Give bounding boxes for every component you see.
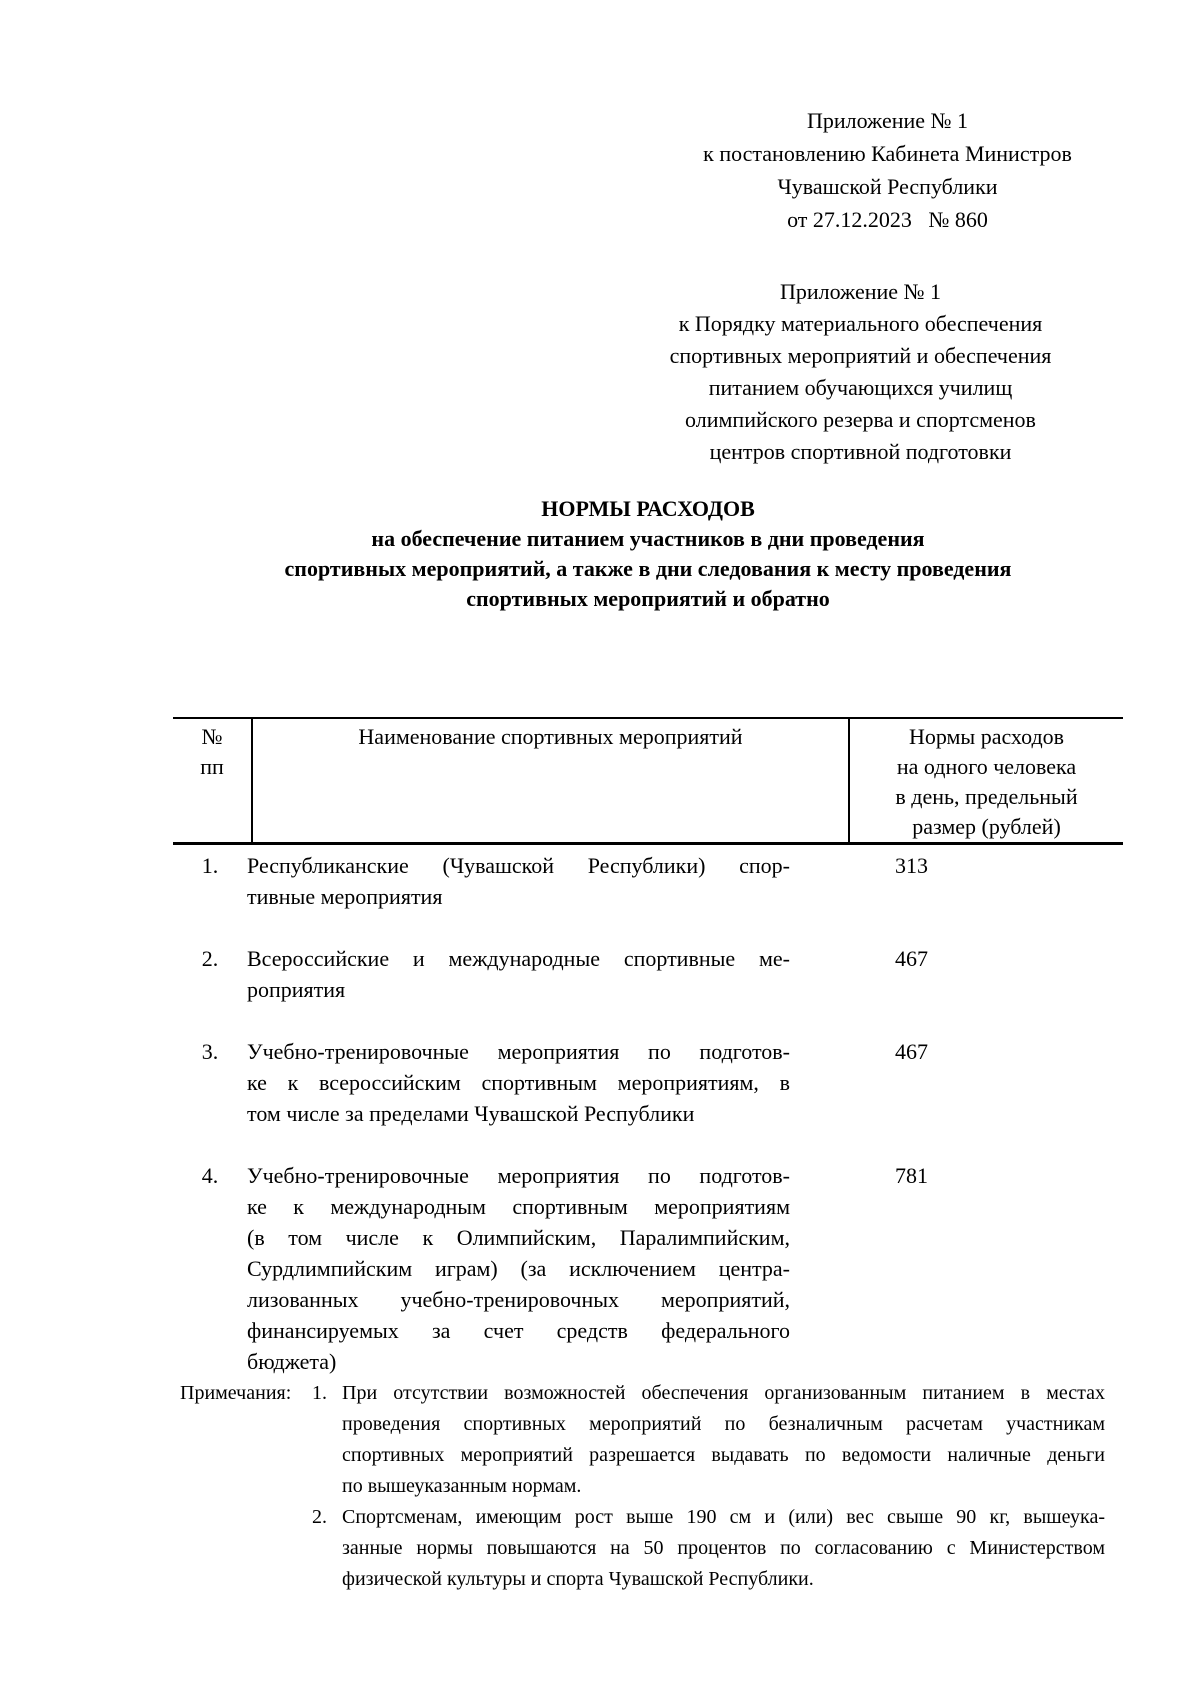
row-text-line: лизованных учебно-тренировочных мероприятий,	[247, 1287, 790, 1312]
row-text-line: тивные мероприятия	[247, 884, 443, 909]
document-title	[173, 494, 1123, 614]
table-row	[173, 850, 1123, 912]
row-text-line: бюджета)	[247, 1349, 337, 1374]
row-text-line: Учебно-тренировочные мероприятия по подготов-	[247, 1039, 790, 1064]
row-event-name	[247, 1036, 790, 1129]
title-line: спортивных мероприятий и обратно	[466, 586, 830, 611]
table-row	[173, 1036, 1123, 1129]
row-norm-value: 313	[895, 853, 928, 878]
row-text-line: том числе за пределами Чувашской Республики	[247, 1101, 695, 1126]
row-text-line: Всероссийские и международные спортивные ме-	[247, 946, 790, 971]
title-line: спортивных мероприятий, а также в дни следования к месту проведения	[284, 556, 1012, 581]
note-text-line: по вышеуказанным нормам.	[342, 1475, 582, 1497]
column-header-line: №	[201, 724, 223, 749]
table-header-row	[173, 717, 1123, 845]
table-row	[173, 1160, 1123, 1377]
column-header-line: на одного человека	[896, 754, 1077, 779]
row-text-line: Учебно-тренировочные мероприятия по подготов-	[247, 1163, 790, 1188]
appendix-ref-line: Чувашской Республики	[777, 174, 998, 199]
note-text	[342, 1378, 1105, 1502]
row-norm-value: 467	[895, 1039, 928, 1064]
appendix-ref-line: питанием обучающихся училищ	[708, 375, 1013, 400]
row-text-line: финансируемых за счет средств федерального	[247, 1318, 790, 1343]
title-line: НОРМЫ РАСХОДОВ	[541, 496, 755, 521]
note-item	[312, 1502, 1105, 1595]
appendix-ref-line: центров спортивной подготовки	[709, 439, 1012, 464]
table-body	[173, 845, 1123, 1377]
note-item	[312, 1378, 1105, 1502]
column-header-name	[253, 719, 850, 842]
row-number: 3.	[201, 1039, 219, 1064]
row-norm-value: 467	[895, 946, 928, 971]
appendix-ref-line: спортивных мероприятий и обеспечения	[669, 343, 1052, 368]
appendix-ref-line: к Порядку материального обеспечения	[678, 311, 1043, 336]
note-text-line: Спортсменам, имеющим рост выше 190 см и (или) вес свыше 90 кг, вышеука-	[342, 1506, 1105, 1528]
norms-table	[173, 717, 1123, 1408]
column-header-line: размер (рублей)	[912, 814, 1061, 839]
row-text-line: Республиканские (Чувашской Республики) спор-	[247, 853, 790, 878]
column-header-norm	[850, 719, 1123, 842]
appendix-ref-line: олимпийского резерва и спортсменов	[685, 407, 1036, 432]
appendix-ref-line: Приложение № 1	[806, 108, 969, 133]
row-number: 2.	[201, 946, 219, 971]
row-text-line: (в том числе к Олимпийским, Паралимпийским,	[247, 1225, 790, 1250]
column-header-line: в день, предельный	[895, 784, 1078, 809]
note-number: 1.	[312, 1382, 327, 1404]
notes-label: Примечания:	[180, 1382, 292, 1404]
note-text-line: спортивных мероприятий разрешается выдавать по ведомости наличные деньги	[342, 1444, 1105, 1466]
appendix-ref-line: от 27.12.2023 № 860	[787, 207, 988, 232]
row-text-line: ке к всероссийским спортивным мероприятиям, в	[247, 1070, 790, 1095]
notes-items	[312, 1378, 1105, 1595]
appendix-reference-1	[655, 104, 1120, 236]
column-header-number	[173, 719, 253, 842]
row-number: 1.	[201, 853, 219, 878]
note-text-line: занные нормы повышаются на 50 процентов по согласованию с Министерством	[342, 1537, 1105, 1559]
title-line: на обеспечение питанием участников в дни проведения	[371, 526, 925, 551]
notes	[180, 1378, 1105, 1595]
column-header-line: Наименование спортивных мероприятий	[358, 724, 743, 749]
column-header-line: пп	[200, 754, 224, 779]
row-norm-value: 781	[895, 1163, 928, 1188]
row-number: 4.	[201, 1163, 219, 1188]
note-text	[342, 1502, 1105, 1595]
note-number: 2.	[312, 1506, 327, 1528]
row-text-line: роприятия	[247, 977, 346, 1002]
note-text-line: физической культуры и спорта Чувашской Республики.	[342, 1568, 814, 1590]
table-row	[173, 943, 1123, 1005]
row-text-line: Сурдлимпийским играм) (за исключением центра-	[247, 1256, 790, 1281]
note-text-line: проведения спортивных мероприятий по безналичным расчетам участникам	[342, 1413, 1105, 1435]
appendix-ref-line: к постановлению Кабинета Министров	[703, 141, 1072, 166]
note-text-line: При отсутствии возможностей обеспечения организованным питанием в местах	[342, 1382, 1105, 1404]
appendix-reference-2	[608, 276, 1113, 468]
appendix-ref-line: Приложение № 1	[779, 279, 942, 304]
row-event-name	[247, 850, 790, 912]
row-text-line: ке к международным спортивным мероприятиям	[247, 1194, 790, 1219]
row-event-name	[247, 1160, 790, 1377]
column-header-line: Нормы расходов	[908, 724, 1065, 749]
row-event-name	[247, 943, 790, 1005]
